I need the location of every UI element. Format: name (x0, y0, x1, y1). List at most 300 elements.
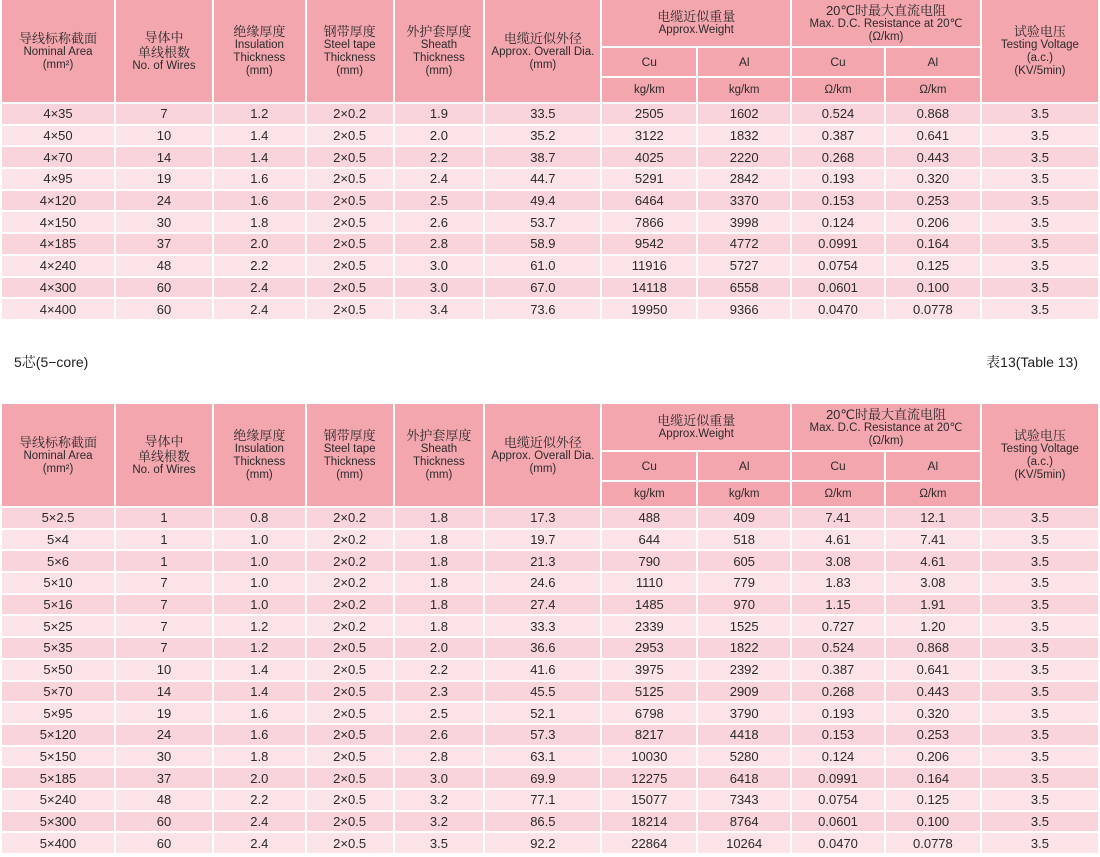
cell-overall-dia: 58.9 (485, 234, 600, 256)
cell-testing-voltage: 3.5 (982, 638, 1098, 660)
header-approx-weight: 电缆近似重量 Approx.Weight (602, 0, 790, 48)
table-row (2, 573, 1098, 595)
cell-no-of-wires: 1 (116, 551, 212, 573)
cell-insulation: 1.0 (214, 595, 305, 617)
cell-insulation: 2.2 (214, 790, 305, 812)
header-testing-voltage: 试验电压 Testing Voltage (a.c.) (KV/5min) (982, 404, 1098, 508)
cell-overall-dia: 21.3 (485, 551, 600, 573)
cell-resistance-al: 0.164 (886, 768, 980, 790)
header-insulation-thickness: 绝缘厚度 Insulation Thickness (mm) (214, 0, 305, 104)
cell-no-of-wires: 7 (116, 104, 212, 126)
cell-weight-al: 605 (698, 551, 790, 573)
header-resistance-cu: Cu (792, 48, 884, 78)
cell-sheath: 3.0 (395, 256, 484, 278)
table-row (2, 616, 1098, 638)
header-weight-cu: Cu (602, 452, 696, 482)
cell-overall-dia: 33.3 (485, 616, 600, 638)
cell-no-of-wires: 7 (116, 616, 212, 638)
cell-steel-tape: 2×0.5 (307, 126, 393, 148)
header-weight-al-unit: kg/km (698, 482, 790, 508)
cell-weight-al: 1602 (698, 104, 790, 126)
table-row (2, 256, 1098, 278)
table-row (2, 790, 1098, 812)
cell-testing-voltage: 3.5 (982, 278, 1098, 300)
table-row (2, 768, 1098, 790)
cell-testing-voltage: 3.5 (982, 725, 1098, 747)
header-steel-tape-thickness: 钢带厚度 Steel tape Thickness (mm) (307, 0, 393, 104)
cell-sheath: 2.6 (395, 212, 484, 234)
cell-no-of-wires: 60 (116, 833, 212, 855)
cell-weight-cu: 2953 (602, 638, 696, 660)
cell-weight-cu: 5291 (602, 169, 696, 191)
cell-testing-voltage: 3.5 (982, 790, 1098, 812)
cell-weight-al: 518 (698, 530, 790, 552)
cell-steel-tape: 2×0.5 (307, 703, 393, 725)
cell-weight-cu: 10030 (602, 747, 696, 769)
cell-sheath: 3.5 (395, 833, 484, 855)
cell-sheath: 1.8 (395, 530, 484, 552)
table-row (2, 104, 1098, 126)
cell-steel-tape: 2×0.5 (307, 169, 393, 191)
cell-no-of-wires: 10 (116, 126, 212, 148)
cell-sheath: 2.5 (395, 191, 484, 213)
cell-sheath: 3.2 (395, 790, 484, 812)
header-steel-tape-thickness: 钢带厚度 Steel tape Thickness (mm) (307, 404, 393, 508)
cell-overall-dia: 33.5 (485, 104, 600, 126)
cell-resistance-cu: 1.15 (792, 595, 884, 617)
cell-sheath: 1.9 (395, 104, 484, 126)
cell-weight-al: 2220 (698, 147, 790, 169)
cell-no-of-wires: 37 (116, 234, 212, 256)
cell-steel-tape: 2×0.2 (307, 104, 393, 126)
header-approx-weight: 电缆近似重量 Approx.Weight (602, 404, 790, 452)
cell-insulation: 1.6 (214, 725, 305, 747)
header-testing-voltage: 试验电压 Testing Voltage (a.c.) (KV/5min) (982, 0, 1098, 104)
cell-resistance-cu: 0.0991 (792, 234, 884, 256)
header-no-of-wires: 导体中 单线根数 No. of Wires (116, 0, 212, 104)
cell-resistance-cu: 0.0470 (792, 833, 884, 855)
cell-weight-cu: 790 (602, 551, 696, 573)
table-row (2, 530, 1098, 552)
cell-overall-dia: 86.5 (485, 812, 600, 834)
cell-nominal-area: 5×35 (2, 638, 114, 660)
header-overall-diameter: 电缆近似外径 Approx. Overall Dia. (mm) (485, 404, 600, 508)
cell-steel-tape: 2×0.5 (307, 256, 393, 278)
cell-no-of-wires: 24 (116, 725, 212, 747)
cell-steel-tape: 2×0.2 (307, 595, 393, 617)
cell-nominal-area: 5×4 (2, 530, 114, 552)
cell-resistance-cu: 0.524 (792, 638, 884, 660)
cell-weight-cu: 12275 (602, 768, 696, 790)
cell-nominal-area: 5×70 (2, 682, 114, 704)
cell-weight-al: 9366 (698, 299, 790, 321)
cell-resistance-al: 3.08 (886, 573, 980, 595)
cell-resistance-cu: 0.268 (792, 147, 884, 169)
header-max-dc-resistance: 20℃时最大直流电阻 Max. D.C. Resistance at 20℃ (Ω/km) (792, 404, 980, 452)
cell-weight-al: 1832 (698, 126, 790, 148)
cell-resistance-al: 0.641 (886, 126, 980, 148)
cell-steel-tape: 2×0.5 (307, 790, 393, 812)
cell-weight-al: 779 (698, 573, 790, 595)
cell-testing-voltage: 3.5 (982, 147, 1098, 169)
cell-no-of-wires: 19 (116, 169, 212, 191)
cell-steel-tape: 2×0.5 (307, 191, 393, 213)
header-weight-al: Al (698, 48, 790, 78)
cell-steel-tape: 2×0.5 (307, 234, 393, 256)
cell-resistance-cu: 0.124 (792, 212, 884, 234)
cell-resistance-al: 12.1 (886, 508, 980, 530)
cell-resistance-al: 4.61 (886, 551, 980, 573)
cell-nominal-area: 4×240 (2, 256, 114, 278)
table-row (2, 703, 1098, 725)
cell-overall-dia: 36.6 (485, 638, 600, 660)
cell-sheath: 2.2 (395, 147, 484, 169)
cell-insulation: 1.4 (214, 147, 305, 169)
cell-weight-cu: 15077 (602, 790, 696, 812)
cell-resistance-cu: 0.524 (792, 104, 884, 126)
cell-insulation: 1.4 (214, 682, 305, 704)
cell-no-of-wires: 60 (116, 812, 212, 834)
cell-steel-tape: 2×0.5 (307, 212, 393, 234)
cell-testing-voltage: 3.5 (982, 616, 1098, 638)
cell-insulation: 2.4 (214, 812, 305, 834)
cell-insulation: 1.4 (214, 660, 305, 682)
cell-testing-voltage: 3.5 (982, 573, 1098, 595)
cell-no-of-wires: 7 (116, 638, 212, 660)
cell-testing-voltage: 3.5 (982, 812, 1098, 834)
header-resistance-al: Al (886, 452, 980, 482)
cell-weight-al: 1822 (698, 638, 790, 660)
cell-resistance-cu: 0.153 (792, 725, 884, 747)
cell-overall-dia: 45.5 (485, 682, 600, 704)
cell-testing-voltage: 3.5 (982, 169, 1098, 191)
cell-sheath: 1.8 (395, 508, 484, 530)
cell-weight-cu: 3975 (602, 660, 696, 682)
cell-testing-voltage: 3.5 (982, 191, 1098, 213)
header-resistance-cu: Cu (792, 452, 884, 482)
cell-overall-dia: 19.7 (485, 530, 600, 552)
header-resistance-cu-unit: Ω/km (792, 482, 884, 508)
table-row (2, 812, 1098, 834)
cell-resistance-al: 0.443 (886, 682, 980, 704)
table-row (2, 147, 1098, 169)
table-row (2, 638, 1098, 660)
cell-insulation: 1.6 (214, 169, 305, 191)
cell-weight-al: 8764 (698, 812, 790, 834)
cell-insulation: 1.2 (214, 638, 305, 660)
header-overall-diameter: 电缆近似外径 Approx. Overall Dia. (mm) (485, 0, 600, 104)
header-weight-al: Al (698, 452, 790, 482)
cell-steel-tape: 2×0.5 (307, 725, 393, 747)
cell-resistance-al: 1.20 (886, 616, 980, 638)
cell-testing-voltage: 3.5 (982, 126, 1098, 148)
cell-overall-dia: 63.1 (485, 747, 600, 769)
cell-weight-cu: 9542 (602, 234, 696, 256)
cell-insulation: 2.0 (214, 234, 305, 256)
table-row (2, 508, 1098, 530)
cell-resistance-al: 0.164 (886, 234, 980, 256)
cell-resistance-cu: 0.153 (792, 191, 884, 213)
cell-no-of-wires: 7 (116, 573, 212, 595)
cell-steel-tape: 2×0.5 (307, 747, 393, 769)
cell-insulation: 2.0 (214, 768, 305, 790)
cell-steel-tape: 2×0.5 (307, 299, 393, 321)
header-no-of-wires: 导体中 单线根数 No. of Wires (116, 404, 212, 508)
cell-weight-al: 10264 (698, 833, 790, 855)
cell-no-of-wires: 7 (116, 595, 212, 617)
cell-resistance-al: 0.206 (886, 747, 980, 769)
cell-resistance-al: 0.253 (886, 725, 980, 747)
cell-weight-cu: 14118 (602, 278, 696, 300)
cell-resistance-cu: 0.727 (792, 616, 884, 638)
cell-no-of-wires: 19 (116, 703, 212, 725)
cell-weight-al: 2842 (698, 169, 790, 191)
cell-no-of-wires: 14 (116, 682, 212, 704)
cell-no-of-wires: 30 (116, 212, 212, 234)
cell-nominal-area: 4×50 (2, 126, 114, 148)
cell-resistance-al: 7.41 (886, 530, 980, 552)
cell-sheath: 2.4 (395, 169, 484, 191)
cell-steel-tape: 2×0.2 (307, 573, 393, 595)
cell-no-of-wires: 14 (116, 147, 212, 169)
cell-weight-al: 4418 (698, 725, 790, 747)
cell-weight-al: 1525 (698, 616, 790, 638)
cell-testing-voltage: 3.5 (982, 833, 1098, 855)
cell-resistance-al: 0.320 (886, 169, 980, 191)
cell-sheath: 2.8 (395, 234, 484, 256)
cell-weight-cu: 19950 (602, 299, 696, 321)
table-row (2, 595, 1098, 617)
cell-insulation: 2.4 (214, 833, 305, 855)
cell-testing-voltage: 3.5 (982, 768, 1098, 790)
cell-resistance-cu: 7.41 (792, 508, 884, 530)
cell-steel-tape: 2×0.5 (307, 147, 393, 169)
cell-sheath: 2.0 (395, 126, 484, 148)
cell-resistance-al: 0.641 (886, 660, 980, 682)
cell-no-of-wires: 1 (116, 508, 212, 530)
table-row (2, 682, 1098, 704)
cell-overall-dia: 61.0 (485, 256, 600, 278)
cell-resistance-cu: 3.08 (792, 551, 884, 573)
cell-insulation: 2.4 (214, 299, 305, 321)
cell-steel-tape: 2×0.5 (307, 660, 393, 682)
cell-weight-al: 6558 (698, 278, 790, 300)
cell-sheath: 3.2 (395, 812, 484, 834)
cell-weight-al: 5727 (698, 256, 790, 278)
cell-resistance-al: 0.0778 (886, 833, 980, 855)
cell-no-of-wires: 30 (116, 747, 212, 769)
cell-testing-voltage: 3.5 (982, 256, 1098, 278)
header-sheath-thickness: 外护套厚度 Sheath Thickness (mm) (395, 0, 484, 104)
cell-testing-voltage: 3.5 (982, 299, 1098, 321)
cell-sheath: 1.8 (395, 551, 484, 573)
header-nominal-area: 导线标称截面 Nominal Area (mm²) (2, 404, 114, 508)
cell-resistance-al: 0.320 (886, 703, 980, 725)
header-nominal-area: 导线标称截面 Nominal Area (mm²) (2, 0, 114, 104)
cell-weight-cu: 6798 (602, 703, 696, 725)
cell-resistance-cu: 0.0754 (792, 256, 884, 278)
cell-resistance-cu: 0.0470 (792, 299, 884, 321)
cell-steel-tape: 2×0.2 (307, 530, 393, 552)
cell-resistance-cu: 0.0601 (792, 278, 884, 300)
cell-testing-voltage: 3.5 (982, 530, 1098, 552)
cell-nominal-area: 5×16 (2, 595, 114, 617)
cell-sheath: 3.4 (395, 299, 484, 321)
cell-testing-voltage: 3.5 (982, 747, 1098, 769)
cell-weight-cu: 22864 (602, 833, 696, 855)
cell-overall-dia: 38.7 (485, 147, 600, 169)
cell-weight-cu: 1485 (602, 595, 696, 617)
cell-testing-voltage: 3.5 (982, 551, 1098, 573)
cell-nominal-area: 5×240 (2, 790, 114, 812)
header-weight-cu-unit: kg/km (602, 78, 696, 104)
cell-no-of-wires: 1 (116, 530, 212, 552)
cell-nominal-area: 4×35 (2, 104, 114, 126)
cell-testing-voltage: 3.5 (982, 703, 1098, 725)
cell-steel-tape: 2×0.5 (307, 278, 393, 300)
cell-steel-tape: 2×0.5 (307, 812, 393, 834)
cell-insulation: 1.0 (214, 573, 305, 595)
cell-resistance-cu: 0.268 (792, 682, 884, 704)
table-row (2, 551, 1098, 573)
cell-nominal-area: 5×300 (2, 812, 114, 834)
table-row (2, 234, 1098, 256)
cell-overall-dia: 35.2 (485, 126, 600, 148)
cell-nominal-area: 5×150 (2, 747, 114, 769)
cell-nominal-area: 5×25 (2, 616, 114, 638)
cell-weight-cu: 4025 (602, 147, 696, 169)
cell-nominal-area: 4×300 (2, 278, 114, 300)
header-weight-cu: Cu (602, 48, 696, 78)
cell-weight-cu: 488 (602, 508, 696, 530)
cell-insulation: 1.8 (214, 747, 305, 769)
cell-nominal-area: 4×95 (2, 169, 114, 191)
cell-weight-al: 4772 (698, 234, 790, 256)
cell-nominal-area: 5×2.5 (2, 508, 114, 530)
cell-overall-dia: 41.6 (485, 660, 600, 682)
cell-resistance-cu: 0.193 (792, 169, 884, 191)
cell-overall-dia: 24.6 (485, 573, 600, 595)
cell-resistance-cu: 0.0601 (792, 812, 884, 834)
cell-overall-dia: 77.1 (485, 790, 600, 812)
cell-overall-dia: 44.7 (485, 169, 600, 191)
table-row (2, 747, 1098, 769)
cell-testing-voltage: 3.5 (982, 595, 1098, 617)
cell-testing-voltage: 3.5 (982, 682, 1098, 704)
cell-overall-dia: 49.4 (485, 191, 600, 213)
cell-no-of-wires: 60 (116, 299, 212, 321)
cell-testing-voltage: 3.5 (982, 660, 1098, 682)
cell-weight-cu: 6464 (602, 191, 696, 213)
cell-weight-al: 7343 (698, 790, 790, 812)
cell-testing-voltage: 3.5 (982, 234, 1098, 256)
cell-nominal-area: 5×185 (2, 768, 114, 790)
header-weight-al-unit: kg/km (698, 78, 790, 104)
cell-weight-al: 5280 (698, 747, 790, 769)
table-row (2, 833, 1098, 855)
cell-insulation: 1.6 (214, 703, 305, 725)
table-5-core (0, 404, 1100, 855)
table-row (2, 299, 1098, 321)
cell-sheath: 1.8 (395, 616, 484, 638)
cell-no-of-wires: 10 (116, 660, 212, 682)
cell-insulation: 1.0 (214, 530, 305, 552)
cell-resistance-al: 0.100 (886, 812, 980, 834)
cell-steel-tape: 2×0.2 (307, 508, 393, 530)
cell-insulation: 1.2 (214, 104, 305, 126)
header-resistance-al: Al (886, 48, 980, 78)
cell-sheath: 3.0 (395, 768, 484, 790)
header-insulation-thickness: 绝缘厚度 Insulation Thickness (mm) (214, 404, 305, 508)
table-row (2, 660, 1098, 682)
cell-weight-al: 2909 (698, 682, 790, 704)
cell-nominal-area: 5×120 (2, 725, 114, 747)
cell-overall-dia: 73.6 (485, 299, 600, 321)
cell-resistance-cu: 0.124 (792, 747, 884, 769)
cell-resistance-al: 1.91 (886, 595, 980, 617)
cell-overall-dia: 52.1 (485, 703, 600, 725)
cell-nominal-area: 4×150 (2, 212, 114, 234)
cell-nominal-area: 5×50 (2, 660, 114, 682)
header-sheath-thickness: 外护套厚度 Sheath Thickness (mm) (395, 404, 484, 508)
header-max-dc-resistance: 20℃时最大直流电阻 Max. D.C. Resistance at 20℃ (Ω/km) (792, 0, 980, 48)
cell-overall-dia: 17.3 (485, 508, 600, 530)
cell-weight-cu: 11916 (602, 256, 696, 278)
cell-sheath: 2.0 (395, 638, 484, 660)
section-title-5-core: 5芯(5−core) (14, 354, 89, 370)
cell-insulation: 2.4 (214, 278, 305, 300)
cell-overall-dia: 67.0 (485, 278, 600, 300)
cell-sheath: 2.6 (395, 725, 484, 747)
cell-weight-al: 2392 (698, 660, 790, 682)
cell-sheath: 3.0 (395, 278, 484, 300)
header-weight-cu-unit: kg/km (602, 482, 696, 508)
cell-overall-dia: 92.2 (485, 833, 600, 855)
cell-weight-al: 3790 (698, 703, 790, 725)
table-row (2, 169, 1098, 191)
cell-no-of-wires: 48 (116, 790, 212, 812)
header-resistance-al-unit: Ω/km (886, 482, 980, 508)
cell-resistance-cu: 0.0991 (792, 768, 884, 790)
cell-sheath: 2.8 (395, 747, 484, 769)
cell-weight-cu: 2339 (602, 616, 696, 638)
cell-testing-voltage: 3.5 (982, 508, 1098, 530)
cell-insulation: 1.0 (214, 551, 305, 573)
cell-no-of-wires: 24 (116, 191, 212, 213)
cell-insulation: 1.4 (214, 126, 305, 148)
cell-weight-cu: 1110 (602, 573, 696, 595)
cell-weight-cu: 644 (602, 530, 696, 552)
cell-overall-dia: 53.7 (485, 212, 600, 234)
cell-steel-tape: 2×0.5 (307, 682, 393, 704)
table-row (2, 212, 1098, 234)
cell-weight-al: 970 (698, 595, 790, 617)
cell-sheath: 1.8 (395, 573, 484, 595)
table-row (2, 278, 1098, 300)
cell-weight-al: 3370 (698, 191, 790, 213)
cell-nominal-area: 5×6 (2, 551, 114, 573)
cell-steel-tape: 2×0.2 (307, 616, 393, 638)
cell-resistance-al: 0.100 (886, 278, 980, 300)
cell-steel-tape: 2×0.5 (307, 638, 393, 660)
header-resistance-al-unit: Ω/km (886, 78, 980, 104)
cell-overall-dia: 69.9 (485, 768, 600, 790)
cell-nominal-area: 4×120 (2, 191, 114, 213)
cell-resistance-cu: 0.0754 (792, 790, 884, 812)
cell-resistance-cu: 0.387 (792, 126, 884, 148)
cell-weight-cu: 18214 (602, 812, 696, 834)
cell-steel-tape: 2×0.5 (307, 768, 393, 790)
